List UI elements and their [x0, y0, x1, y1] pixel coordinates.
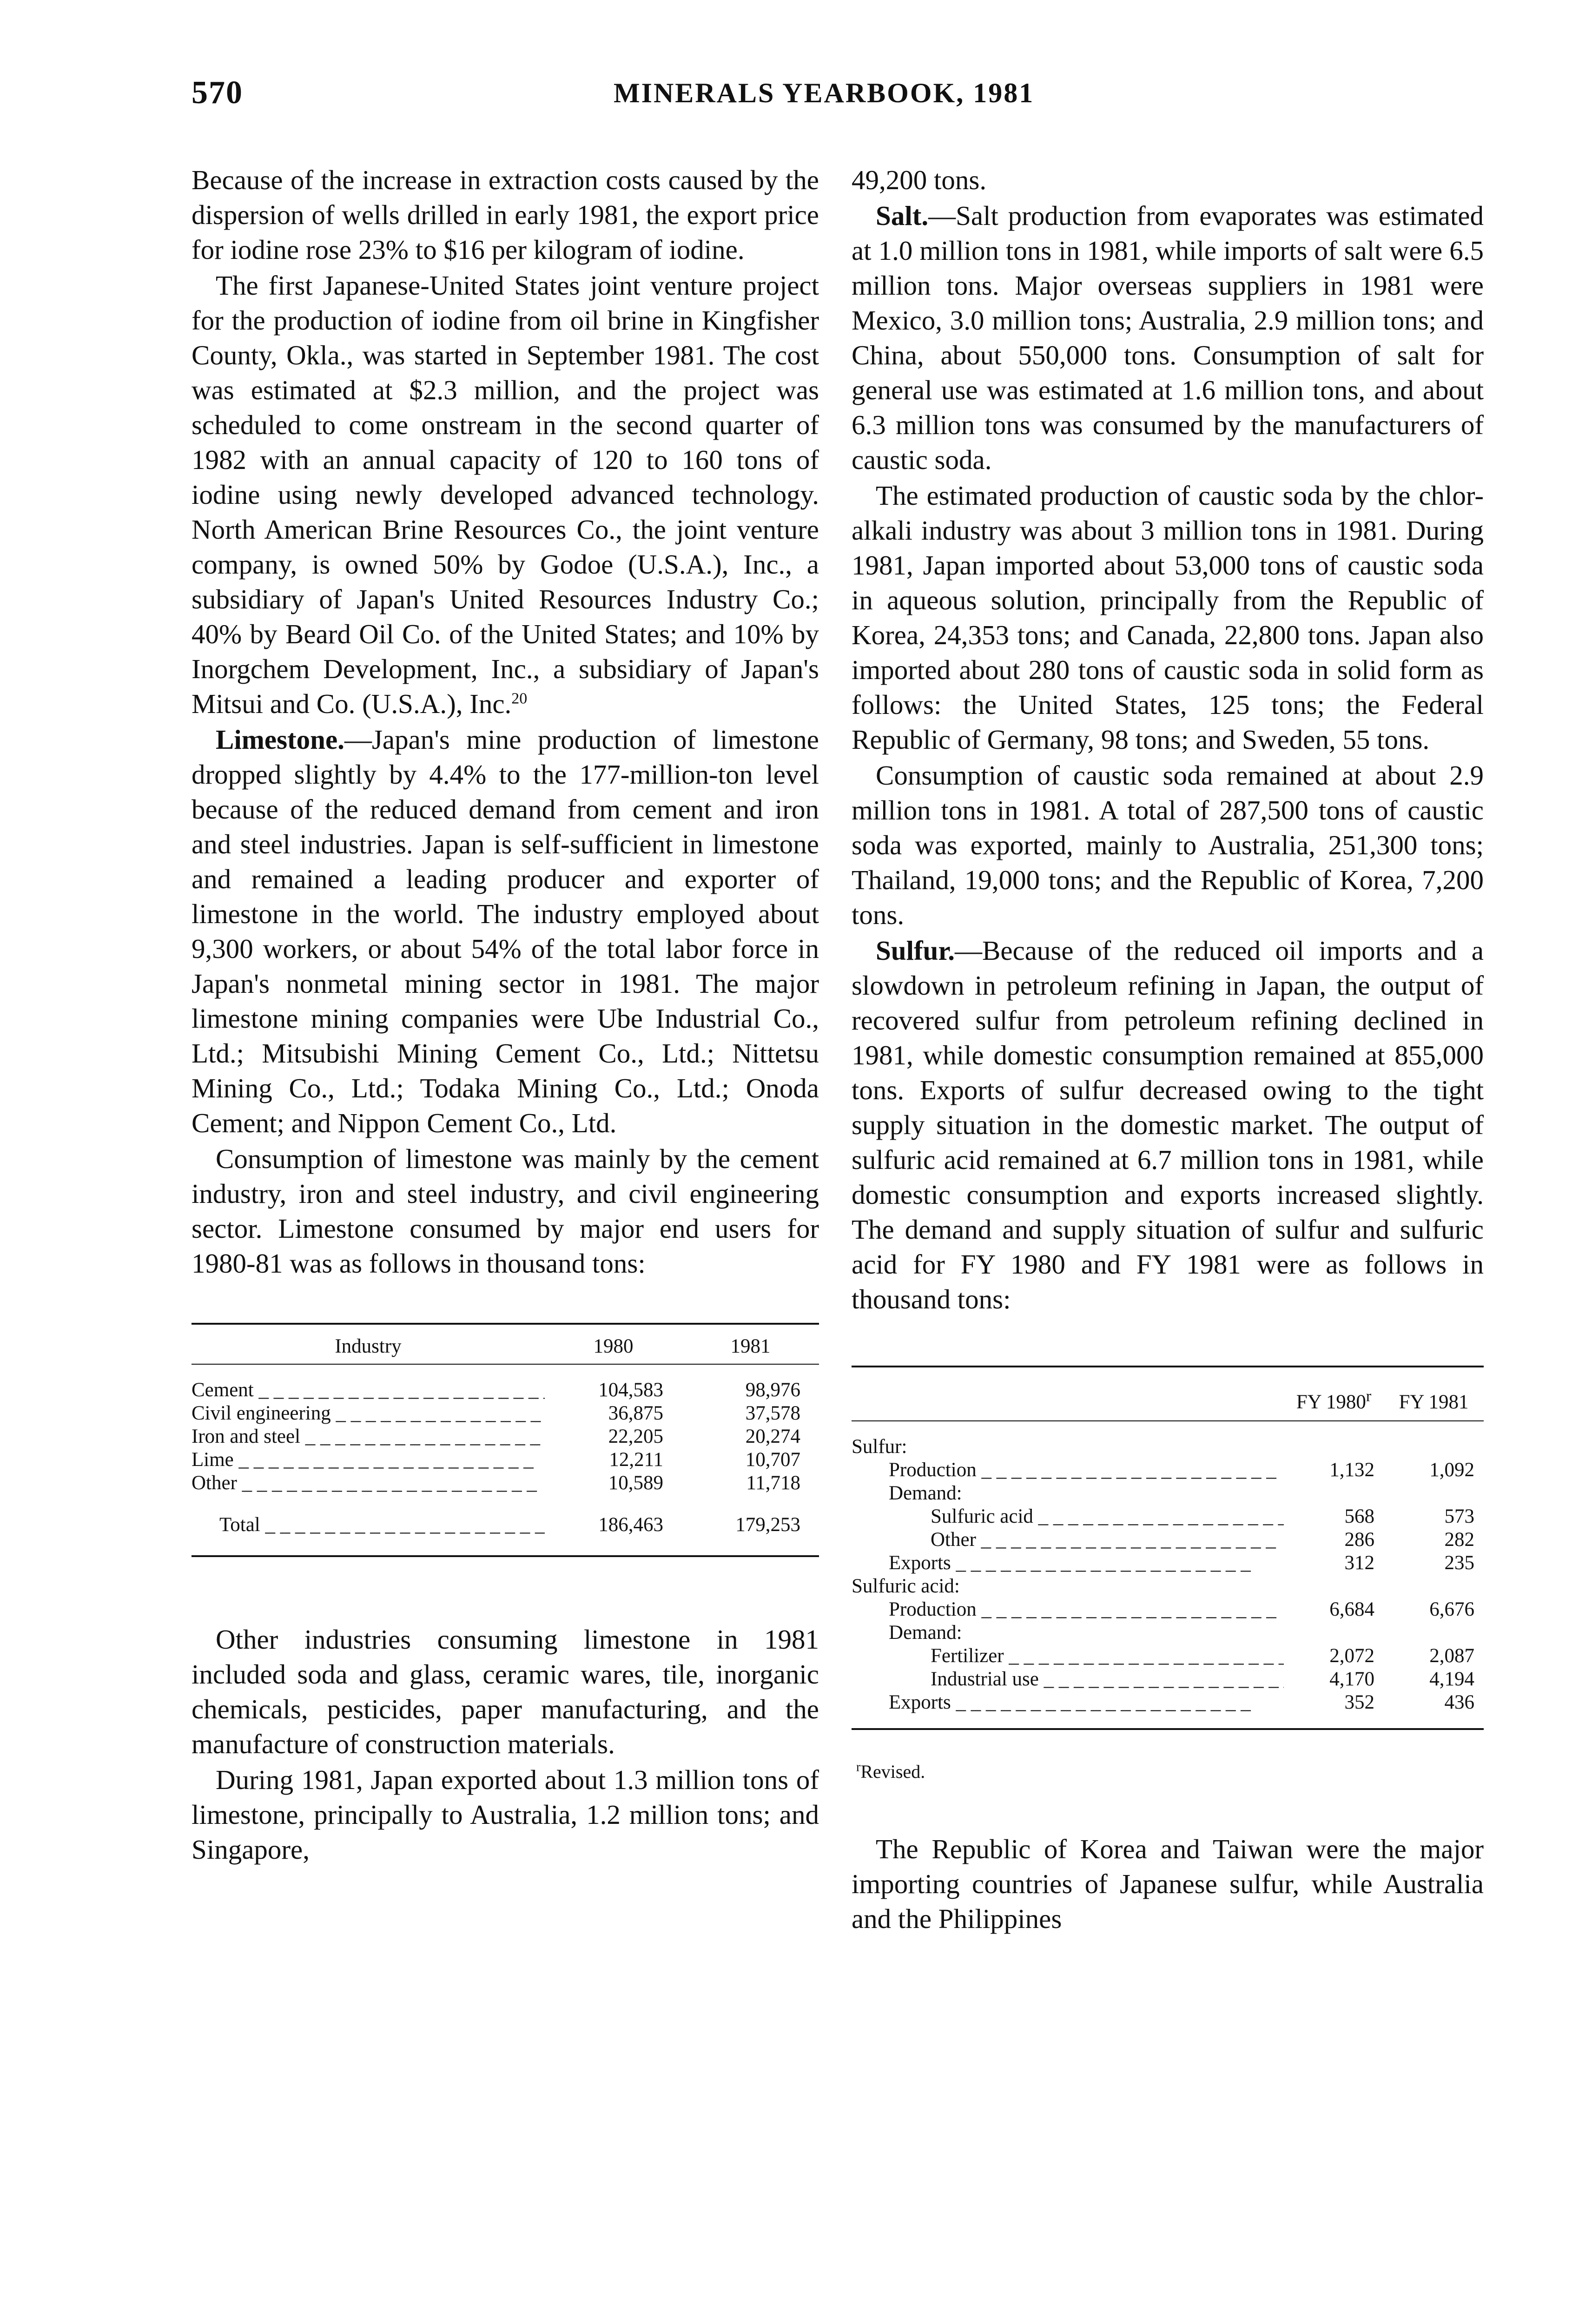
paragraph-continued: 49,200 tons.: [852, 165, 987, 195]
paragraph-caustic-soda-consumption: Consumption of caustic soda remained at about 2.9 million tons in 1981. A total of 287,500 tons of caustic soda was exported, mainly to Australia, 251,300 tons; Thailand, 19,000 tons; and the Republic of Korea, 7,200 tons.: [852, 760, 1484, 930]
footnote-mark: r: [856, 1760, 861, 1775]
paragraph-limestone-consumption: Consumption of limestone was mainly by the cement industry, iron and steel industry, and civil engineering sector. Limestone consumed by major end users for 1980-81 was as follows in thousand tons:: [192, 1143, 819, 1279]
table-row: [852, 1644, 1484, 1668]
paragraph-sulfur-text: —Because of the reduced oil imports and a slowdown in petroleum refining in Japan, the output of recovered sulfur from petroleum refining declined in 1981, while domestic consumption remained at 855,000 tons. Exports of sulfur decreased owing to the tight supply situation in the domestic market. The output of sulfuric acid remained at 6.7 million tons in 1981, while domestic consumption and exports increased slightly. The demand and supply situation of sulfur and sulfuric acid for FY 1980 and FY 1981 were as follows in thousand tons:: [852, 935, 1484, 1314]
table-row: [852, 1668, 1484, 1691]
row-label: Industrial use _ _ _: [931, 1668, 1284, 1690]
cell-1981: 37,578: [745, 1402, 800, 1424]
cell-fy1981: 2,087: [1429, 1645, 1474, 1667]
table-row: [192, 1364, 819, 1402]
cell-fy1981: [1384, 1621, 1484, 1644]
cell-fy1981: 1,092: [1429, 1459, 1474, 1481]
total-1981: 179,253: [735, 1514, 800, 1536]
table-footnote: [856, 1754, 1484, 1789]
cell-fy1980: [1284, 1482, 1384, 1505]
cell-fy1981: 4,194: [1429, 1668, 1474, 1690]
table-row: [852, 1691, 1484, 1714]
row-label: Sulfuric acid:: [852, 1575, 960, 1597]
column-header-blank: [852, 1367, 1284, 1421]
cell-fy1980: [1284, 1621, 1384, 1644]
row-label: Iron and steel _ _ _: [192, 1426, 545, 1447]
table-row: [852, 1598, 1484, 1621]
paragraph-caustic-soda-production: The estimated production of caustic soda by the chlor-alkali industry was about 3 million tons in 1981. During 1981, Japan imported about 53,000 tons of caustic soda in aqueous solution, principally from the Republic of Korea, 24,353 tons; and Canada, 22,800 tons. Japan also imported about 280 tons of caustic soda in solid form as follows: the United States, 125 tons; the Federal Republic of Germany, 98 tons; and Sweden, 55 tons.: [852, 480, 1484, 755]
cell-1981: 10,707: [745, 1449, 800, 1471]
cell-fy1980: [1284, 1575, 1384, 1598]
cell-1981: 20,274: [745, 1426, 800, 1447]
table-bottom-rule: [852, 1714, 1484, 1729]
right-column: [852, 163, 1484, 1936]
paragraph-limestone: [192, 722, 819, 1141]
cell-1980: 22,205: [608, 1426, 663, 1447]
cell-fy1980: 6,684: [1329, 1598, 1374, 1620]
cell-fy1980: 312: [1344, 1552, 1374, 1574]
cell-fy1981: 6,676: [1429, 1598, 1474, 1620]
row-label: Exports _ _ _: [889, 1691, 1251, 1713]
row-label: Production _ _ _: [889, 1459, 1276, 1481]
column-header-1981: 1981: [682, 1324, 819, 1364]
row-label: Fertilizer _ _ _: [931, 1645, 1284, 1667]
cell-fy1980: 286: [1344, 1529, 1374, 1551]
row-label: Demand:: [889, 1482, 962, 1504]
table-row: [852, 1528, 1484, 1552]
total-1980: 186,463: [598, 1514, 663, 1536]
paragraph-limestone-text: —Japan's mine production of limestone dropped slightly by 4.4% to the 177-million-ton level because of the reduced demand from cement and iron and steel industries. Japan is self-sufficient in limestone and remained a leading producer and exporter of limestone in the world. The industry employed about 9,300 workers, or about 54% of the total labor force in Japan's nonmetal mining sector in 1981. The major limestone mining companies were Ube Industrial Co., Ltd.; Mitsubishi Mining Cement Co., Ltd.; Nittetsu Mining Co., Ltd.; Todaka Mining Co., Ltd.; Onoda Cement; and Nippon Cement Co., Ltd.: [192, 724, 819, 1138]
revised-mark: r: [1366, 1387, 1372, 1405]
cell-fy1980: 352: [1344, 1691, 1374, 1713]
sulfur-supply-table: [852, 1366, 1484, 1730]
column-header-industry: Industry: [192, 1324, 545, 1364]
cell-1981: 98,976: [745, 1379, 800, 1401]
table-row: [192, 1425, 819, 1448]
table-row: [852, 1575, 1484, 1598]
cell-fy1980: 1,132: [1329, 1459, 1374, 1481]
row-label: Exports _ _ _: [889, 1552, 1251, 1574]
column-header-1980: 1980: [545, 1324, 682, 1364]
paragraph-sulfur: [852, 933, 1484, 1317]
paragraph-sulfur-importers: The Republic of Korea and Taiwan were the major importing countries of Japanese sulfur, while Australia and the Philippines: [852, 1834, 1484, 1934]
table-bottom-rule: [192, 1537, 819, 1556]
cell-fy1981: 573: [1444, 1505, 1474, 1527]
table-header-row: [852, 1367, 1484, 1421]
salt-heading: Salt.: [876, 200, 929, 231]
paragraph-limestone-exports: During 1981, Japan exported about 1.3 million tons of limestone, principally to Australia, 1.2 million tons; and Singapore,: [192, 1764, 819, 1865]
cell-fy1980: 568: [1344, 1505, 1374, 1527]
row-label: Other _ _ _: [192, 1472, 537, 1494]
cell-1981: 11,718: [746, 1472, 800, 1494]
footnote-text: Revised.: [860, 1761, 925, 1782]
cell-fy1981: [1384, 1575, 1484, 1598]
table-row: [852, 1459, 1484, 1482]
table-row: [852, 1421, 1484, 1459]
row-label: Production _ _ _: [889, 1598, 1276, 1620]
row-label: Civil engineering _ _ _: [192, 1402, 545, 1424]
table-row: [852, 1505, 1484, 1528]
table-total-row: [192, 1495, 819, 1537]
cell-fy1980: 2,072: [1329, 1645, 1374, 1667]
table-header-row: [192, 1324, 819, 1364]
table-row: [852, 1621, 1484, 1644]
paragraph-salt-text: —Salt production from evaporates was estimated at 1.0 million tons in 1981, while imports of salt were 6.5 million tons. Major overseas suppliers in 1981 were Mexico, 3.0 million tons; Australia, 2.9 million tons; and China, about 550,000 tons. Consumption of salt for general use was estimated at 1.6 million tons, and about 6.3 million tons was consumed by the manufacturers of caustic soda.: [852, 200, 1484, 475]
cell-fy1981: 282: [1444, 1529, 1474, 1551]
cell-fy1981: 235: [1444, 1552, 1474, 1574]
limestone-heading: Limestone.: [216, 724, 344, 755]
row-label: Cement _ _ _: [192, 1379, 545, 1401]
table-row: [852, 1552, 1484, 1575]
paragraph-iodine-price: Because of the increase in extraction costs caused by the dispersion of wells drilled in early 1981, the export price for iodine rose 23% to $16 per kilogram of iodine.: [192, 165, 819, 265]
cell-fy1981: [1384, 1421, 1484, 1459]
running-head: MINERALS YEARBOOK, 1981: [614, 78, 1035, 108]
sulfur-heading: Sulfur.: [876, 935, 955, 966]
table-row: [192, 1472, 819, 1495]
cell-fy1980: 4,170: [1329, 1668, 1374, 1690]
paragraph-salt: [852, 198, 1484, 477]
paragraph-joint-venture: [192, 268, 819, 721]
cell-fy1981: [1384, 1482, 1484, 1505]
total-label: Total _ _ _: [219, 1514, 545, 1536]
table-row: [852, 1482, 1484, 1505]
row-label: Sulfuric acid _ _ _: [931, 1505, 1284, 1527]
row-label: Lime _ _ _: [192, 1449, 534, 1471]
cell-1980: 10,589: [608, 1472, 663, 1494]
column-header-fy1980: [1284, 1367, 1384, 1421]
cell-1980: 104,583: [598, 1379, 663, 1401]
paragraph-other-industries: Other industries consuming limestone in 1981 included soda and glass, ceramic wares, tile, inorganic chemicals, pesticides, paper manufacturing, and the manufacture of construction materials.: [192, 1624, 819, 1759]
paragraph-joint-venture-text: The first Japanese-United States joint venture project for the production of iodine from oil brine in Kingfisher County, Okla., was started in September 1981. The cost was estimated at $2.3 million, and the project was scheduled to come onstream in the second quarter of 1982 with an annual capacity of 120 to 160 tons of iodine using newly developed advanced technology. North American Brine Resources Co., the joint venture company, is owned 50% by Godoe (U.S.A.), Inc., a subsidiary of Japan's United Resources Industry Co.; 40% by Beard Oil Co. of the United States; and 10% by Inorgchem Development, Inc., a subsidiary of Japan's Mitsui and Co. (U.S.A.), Inc.: [192, 270, 819, 719]
footnote-ref-20: 20: [511, 690, 528, 707]
cell-1980: 12,211: [609, 1449, 663, 1471]
page-number: 570: [192, 75, 243, 111]
fy1980-label: FY 1980: [1296, 1391, 1366, 1413]
column-header-fy1981: FY 1981: [1384, 1367, 1484, 1421]
cell-1980: 36,875: [608, 1402, 663, 1424]
left-column: [192, 163, 819, 1867]
cell-fy1981: 436: [1444, 1691, 1474, 1713]
row-label: Other _ _ _: [931, 1529, 1276, 1551]
row-label: Sulfur:: [852, 1436, 907, 1458]
limestone-consumption-table: [192, 1323, 819, 1557]
row-label: Demand:: [889, 1622, 962, 1644]
table-row: [192, 1402, 819, 1425]
cell-fy1980: [1284, 1421, 1384, 1459]
table-row: [192, 1448, 819, 1472]
